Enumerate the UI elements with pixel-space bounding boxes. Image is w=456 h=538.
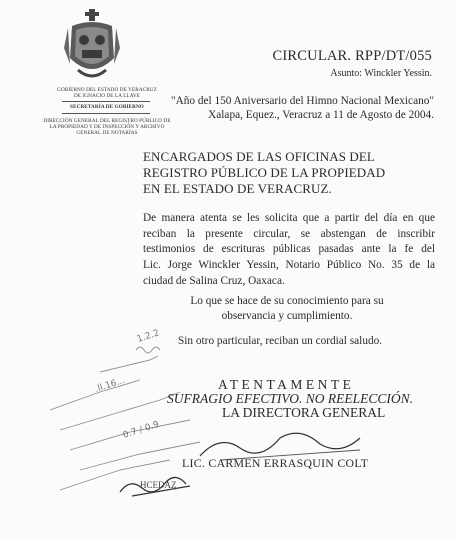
svg-text:0.7 / 0.9: 0.7 / 0.9 <box>121 419 161 441</box>
attentively: ATENTAMENTE <box>218 377 355 392</box>
header-line-3a: DIRECCIÓN GENERAL DEL REGISTRO PÚBLICO DE <box>43 118 171 124</box>
circular-number: CIRCULAR. RPP/DT/055 <box>272 48 432 64</box>
body-line: testimonios de escrituras públicas pasadas ante la fe del <box>143 243 435 256</box>
motto-sufragio: SUFRAGIO EFECTIVO. NO REELECCIÓN. <box>167 391 413 406</box>
body-paragraph <box>143 211 435 290</box>
body-line: De manera atenta se les solicita que a partir del día en que <box>143 212 435 224</box>
addressee-line: REGISTRO PÚBLICO DE LA PROPIEDAD <box>143 165 386 180</box>
addressee <box>143 149 403 197</box>
addressee-line: ENCARGADOS DE LAS OFICINAS DEL <box>143 149 375 164</box>
subject-line: Asunto: Winckler Yessin. <box>330 68 432 79</box>
svg-text:.ll.16...: .ll.16... <box>93 375 127 395</box>
notice-line: Lo que se hace de su conocimiento para su <box>190 295 384 307</box>
svg-text:1.2.2: 1.2.2 <box>135 328 161 345</box>
header-divider <box>62 101 150 102</box>
header-line-1: GOBIERNO DEL ESTADO DE VERACRUZ <box>57 87 157 93</box>
coat-of-arms-seal <box>64 8 120 86</box>
signer-title: LA DIRECTORA GENERAL <box>222 405 386 420</box>
place-date: Xalapa, Equez., Veracruz a 11 de Agosto de 2004. <box>208 109 434 121</box>
body-line: ciudad de Salina Cruz, Oaxaca. <box>143 274 285 287</box>
svg-text:HCEDAZ: HCEDAZ <box>140 480 177 490</box>
signer-name: LIC. CARMEN ERRASQUIN COLT <box>182 456 369 470</box>
closing-greeting: Sin otro particular, reciban un cordial saludo. <box>178 335 383 347</box>
year-motto: "Año del 150 Aniversario del Himno Nacional Mexicano" <box>170 95 434 107</box>
header-divider-2 <box>62 113 150 114</box>
header-line-3b: LA PROPIEDAD Y DE INSPECCIÓN Y ARCHIVO <box>49 124 165 130</box>
body-line: Lic. Jorge Winckler Yessin, Notario Público No. 35 de la <box>143 259 435 272</box>
header-secretaria: SECRETARÍA DE GOBIERNO <box>70 104 144 110</box>
body-line: reciban la presente circular, se abstengan de inscribir <box>143 227 435 240</box>
header-line-3c: GENERAL DE NOTARÍAS <box>76 130 138 136</box>
header-line-1b: DE IGNACIO DE LA LLAVE <box>73 93 141 99</box>
notice-line: observancia y cumplimiento. <box>221 310 353 322</box>
addressee-line: EN EL ESTADO DE VERACRUZ. <box>143 181 332 196</box>
